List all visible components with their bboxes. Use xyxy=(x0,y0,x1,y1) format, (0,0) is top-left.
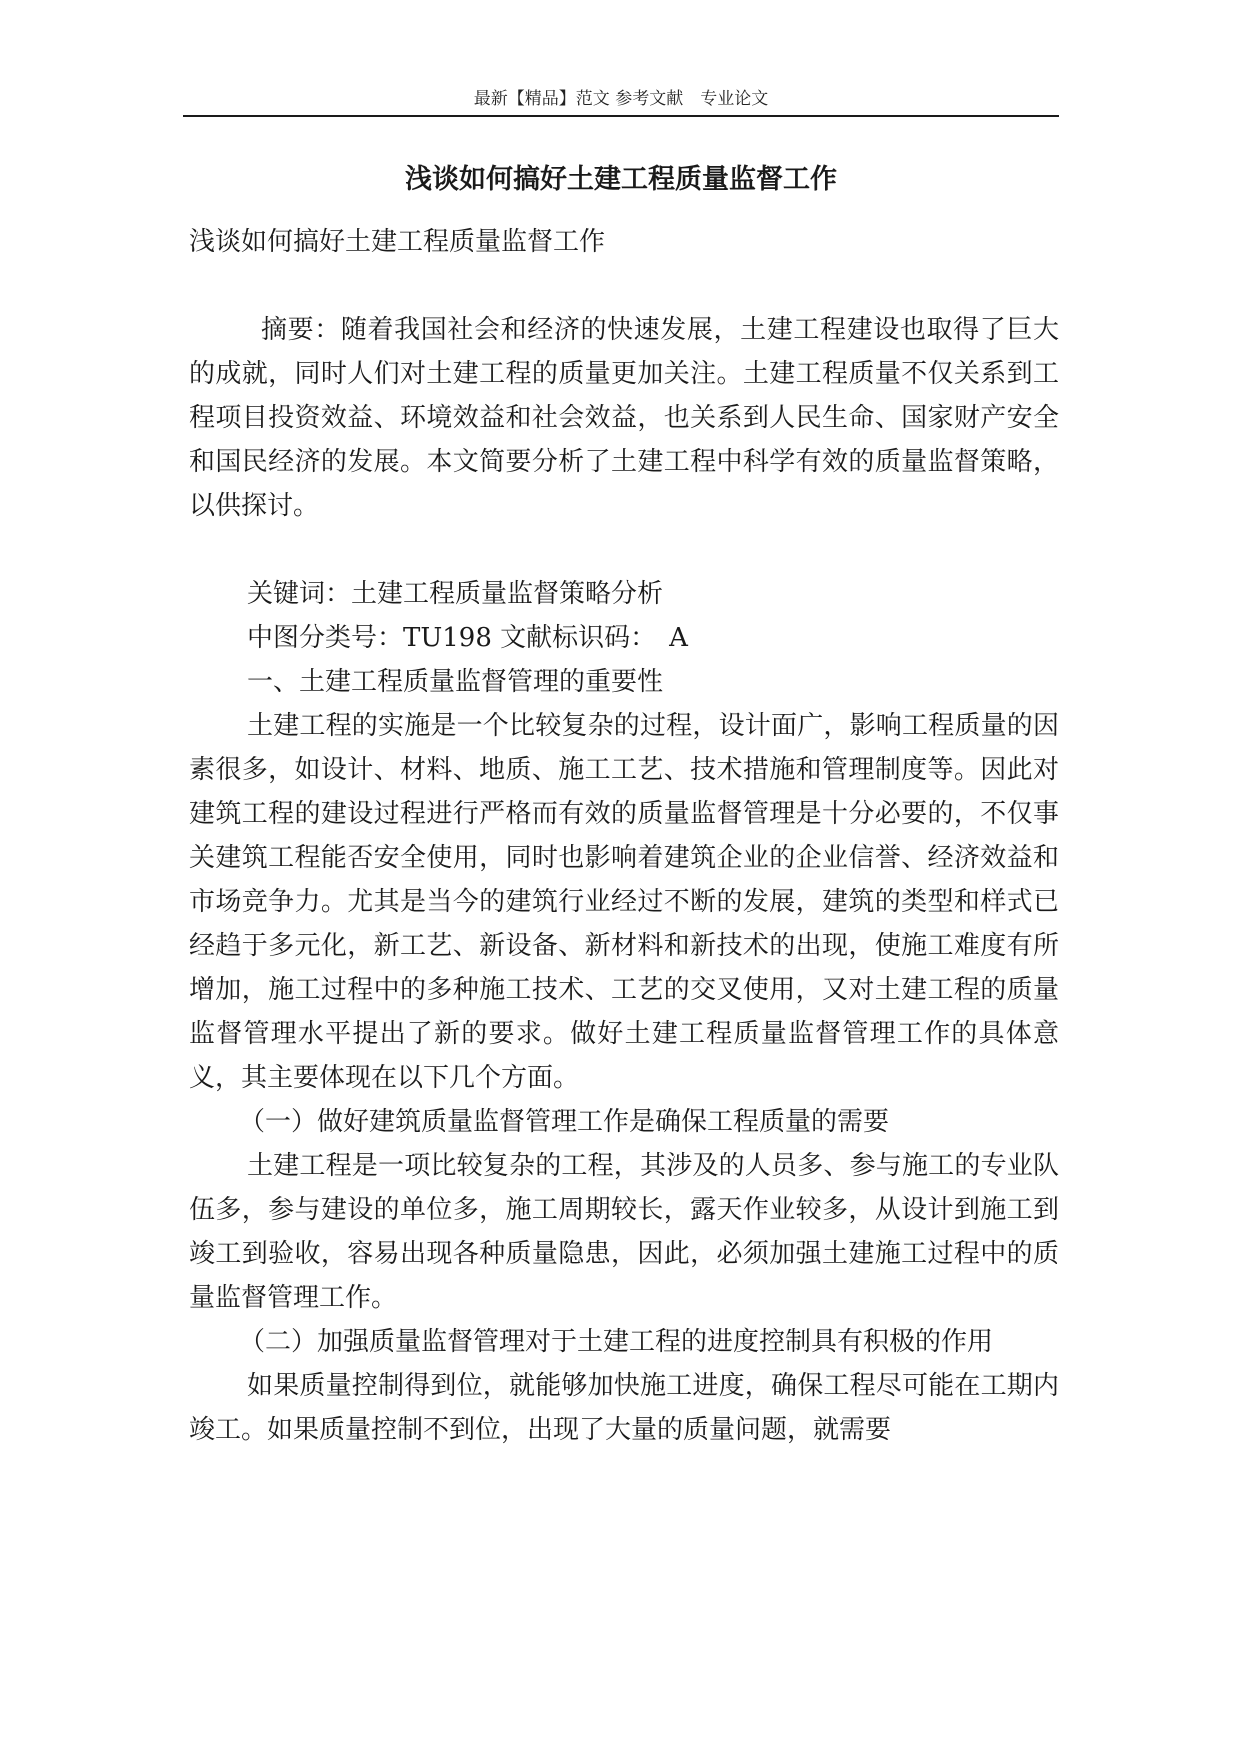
subsection-heading: （二）加强质量监督管理对于土建工程的进度控制具有积极的作用 xyxy=(239,1327,994,1357)
abstract-paragraph: 摘要：随着我国社会和经济的快速发展，土建工程建设也取得了巨大的成就，同时人们对土建工程的质量更加关注。土建工程质量不仅关系到工程项目投资效益、环境效益和社会效益，也关系到人民生命、国家财产安全和国民经济的发展。本文简要分析了土建工程中科学有效的质量监督策略，以供探讨。 xyxy=(189,315,1059,521)
document-body xyxy=(189,220,1059,1452)
classification-line: 中图分类号：TU198 文献标识码： A xyxy=(247,623,688,653)
subsection-paragraph: 如果质量控制得到位，就能够加快施工进度，确保工程尽可能在工期内竣工。如果质量控制不到位，出现了大量的质量问题，就需要 xyxy=(189,1371,1059,1445)
page-header: 最新【精品】范文 参考文献 专业论文 xyxy=(473,89,769,109)
subsection-paragraph: 土建工程是一项比较复杂的工程，其涉及的人员多、参与施工的专业队伍多，参与建设的单位多，施工周期较长，露天作业较多，从设计到施工到竣工到验收，容易出现各种质量隐患，因此，必须加强土建施工过程中的质量监督管理工作。 xyxy=(189,1151,1059,1313)
subsection-heading: （一）做好建筑质量监督管理工作是确保工程质量的需要 xyxy=(239,1107,890,1137)
section-heading: 一、土建工程质量监督管理的重要性 xyxy=(247,667,664,697)
document-subtitle: 浅谈如何搞好土建工程质量监督工作 xyxy=(189,227,606,257)
section-paragraph: 土建工程的实施是一个比较复杂的过程，设计面广，影响工程质量的因素很多，如设计、材料、地质、施工工艺、技术措施和管理制度等。因此对建筑工程的建设过程进行严格而有效的质量监督管理是十分必要的，不仅事关建筑工程能否安全使用，同时也影响着建筑企业的企业信誉、经济效益和市场竞争力。尤其是当今的建筑行业经过不断的发展，建筑的类型和样式已经趋于多元化，新工艺、新设备、新材料和新技术的出现，使施工难度有所增加，施工过程中的多种施工技术、工艺的交叉使用，又对土建工程的质量监督管理水平提出了新的要求。做好土建工程质量监督管理工作的具体意义，其主要体现在以下几个方面。 xyxy=(189,711,1059,1093)
header-divider xyxy=(183,115,1059,117)
keywords-line: 关键词：土建工程质量监督策略分析 xyxy=(247,579,664,609)
document-title: 浅谈如何搞好土建工程质量监督工作 xyxy=(405,164,837,195)
